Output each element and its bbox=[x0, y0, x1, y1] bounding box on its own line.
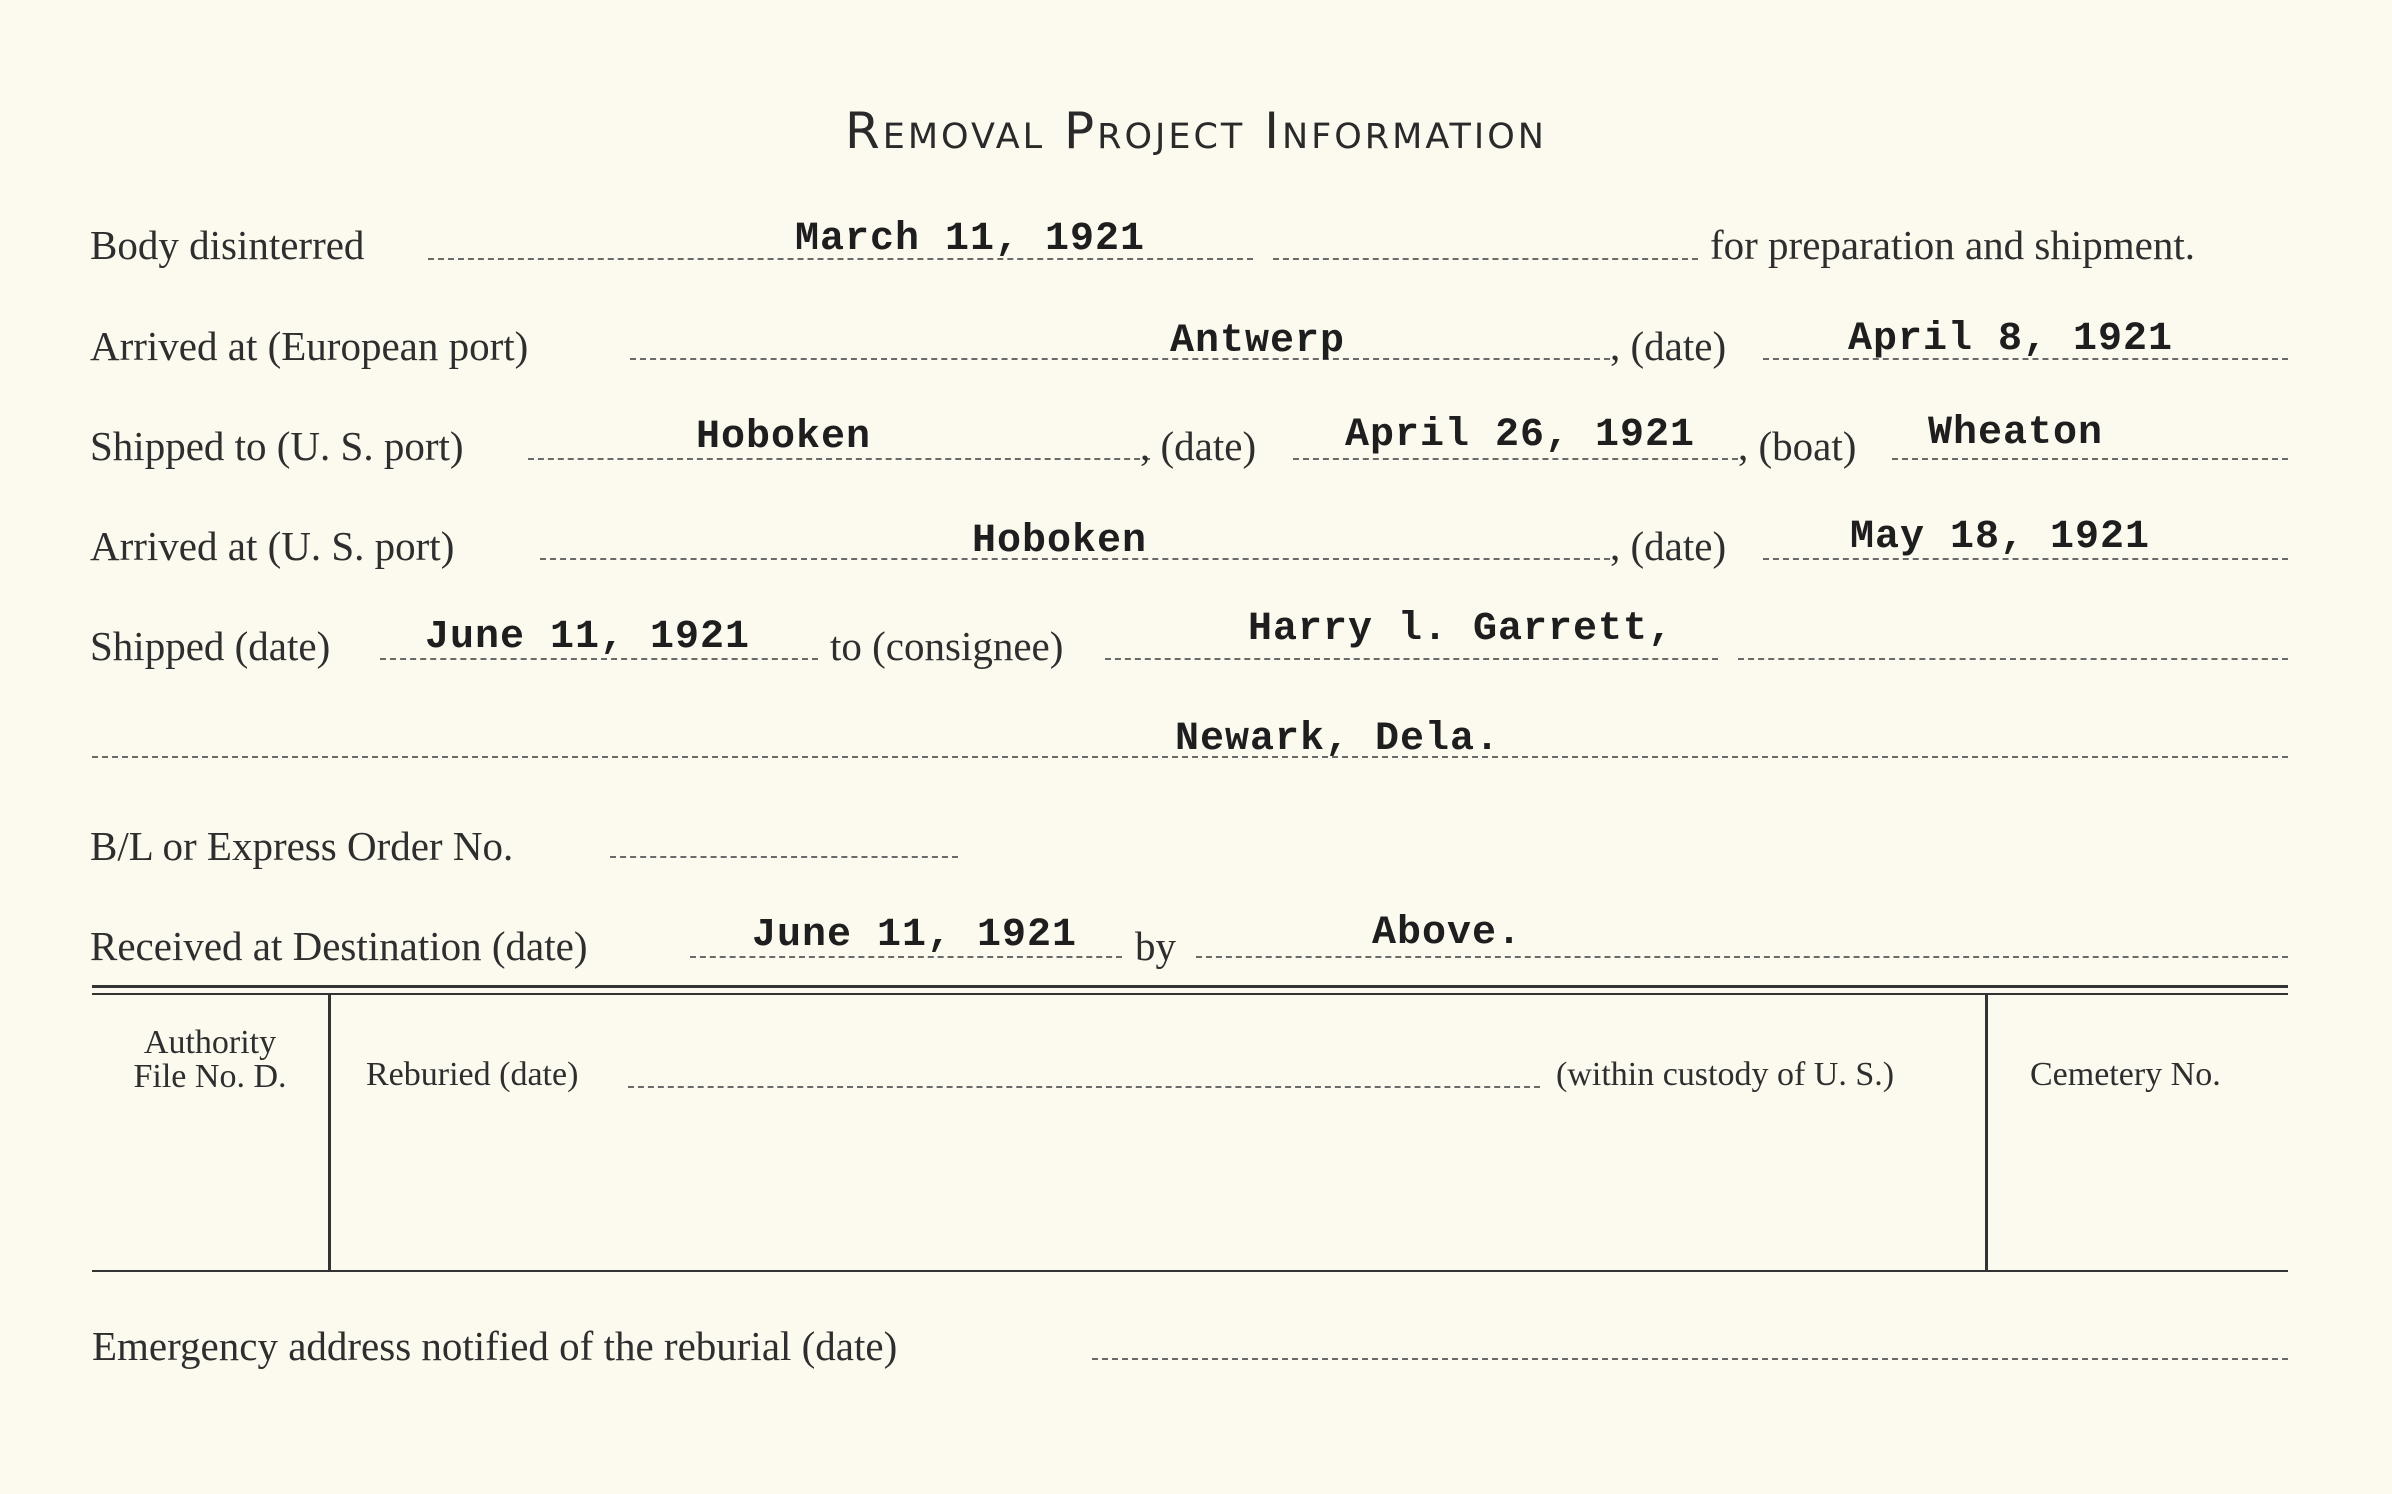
consignee-value: Harry l. Garrett, bbox=[1248, 607, 1674, 652]
boat-line bbox=[1892, 458, 2288, 460]
body-disinterred-label: Body disinterred bbox=[90, 222, 365, 268]
received-destination-label: Received at Destination (date) bbox=[90, 923, 588, 969]
shipped-date-line bbox=[1293, 458, 1738, 460]
by-value: Above. bbox=[1372, 911, 1523, 956]
file-no-label: File No. D. bbox=[133, 1058, 287, 1095]
bl-express-line bbox=[610, 856, 958, 858]
body-disinterred-line-2 bbox=[1273, 258, 1698, 260]
form-title: Removal Project Information bbox=[845, 102, 1547, 160]
emergency-line bbox=[1092, 1358, 2288, 1360]
custody-label: (within custody of U. S.) bbox=[1556, 1056, 1895, 1093]
cemetery-no-label: Cemetery No. bbox=[2030, 1056, 2221, 1093]
arrived-us-date-label: , (date) bbox=[1610, 523, 1727, 569]
european-date-label: , (date) bbox=[1610, 323, 1727, 369]
table-top-rule bbox=[92, 985, 2288, 988]
consignee-label: to (consignee) bbox=[830, 623, 1064, 669]
table-divider-right bbox=[1985, 995, 1988, 1270]
boat-label: , (boat) bbox=[1738, 423, 1857, 469]
table-top-rule-2 bbox=[92, 993, 2288, 995]
shipped-date-row-label: Shipped (date) bbox=[90, 623, 331, 669]
arrived-us-port-value: Hoboken bbox=[972, 519, 1148, 564]
received-date-value: June 11, 1921 bbox=[752, 913, 1078, 958]
shipped-date-label: , (date) bbox=[1140, 423, 1257, 469]
arrived-us-port-label: Arrived at (U. S. port) bbox=[90, 523, 455, 569]
table-bottom-rule bbox=[92, 1270, 2288, 1272]
european-date-value: April 8, 1921 bbox=[1848, 317, 2174, 362]
shipped-us-port-label: Shipped to (U. S. port) bbox=[90, 423, 464, 469]
by-label: by bbox=[1135, 923, 1176, 969]
body-disinterred-value: March 11, 1921 bbox=[795, 217, 1146, 262]
arrived-us-date-value: May 18, 1921 bbox=[1850, 515, 2151, 560]
reburied-label: Reburied (date) bbox=[366, 1056, 579, 1093]
arrived-european-port-label: Arrived at (European port) bbox=[90, 323, 529, 369]
address-value: Newark, Dela. bbox=[1175, 717, 1501, 762]
reburied-line bbox=[628, 1086, 1540, 1088]
european-port-line bbox=[630, 358, 1610, 360]
shipped-date-value: April 26, 1921 bbox=[1345, 413, 1696, 458]
consignee-line-2 bbox=[1738, 658, 2288, 660]
shipped-date-row-value: June 11, 1921 bbox=[425, 615, 751, 660]
consignee-line bbox=[1105, 658, 1718, 660]
boat-value: Wheaton bbox=[1928, 411, 2104, 456]
by-line bbox=[1196, 956, 2288, 958]
table-divider-left bbox=[328, 995, 331, 1270]
authority-label: Authority bbox=[143, 1024, 277, 1061]
emergency-label: Emergency address notified of the reburial (date) bbox=[92, 1323, 898, 1369]
preparation-shipment-label: for preparation and shipment. bbox=[1710, 222, 2196, 268]
bl-express-label: B/L or Express Order No. bbox=[90, 823, 514, 869]
shipped-us-port-value: Hoboken bbox=[696, 415, 872, 460]
european-port-value: Antwerp bbox=[1170, 319, 1346, 364]
